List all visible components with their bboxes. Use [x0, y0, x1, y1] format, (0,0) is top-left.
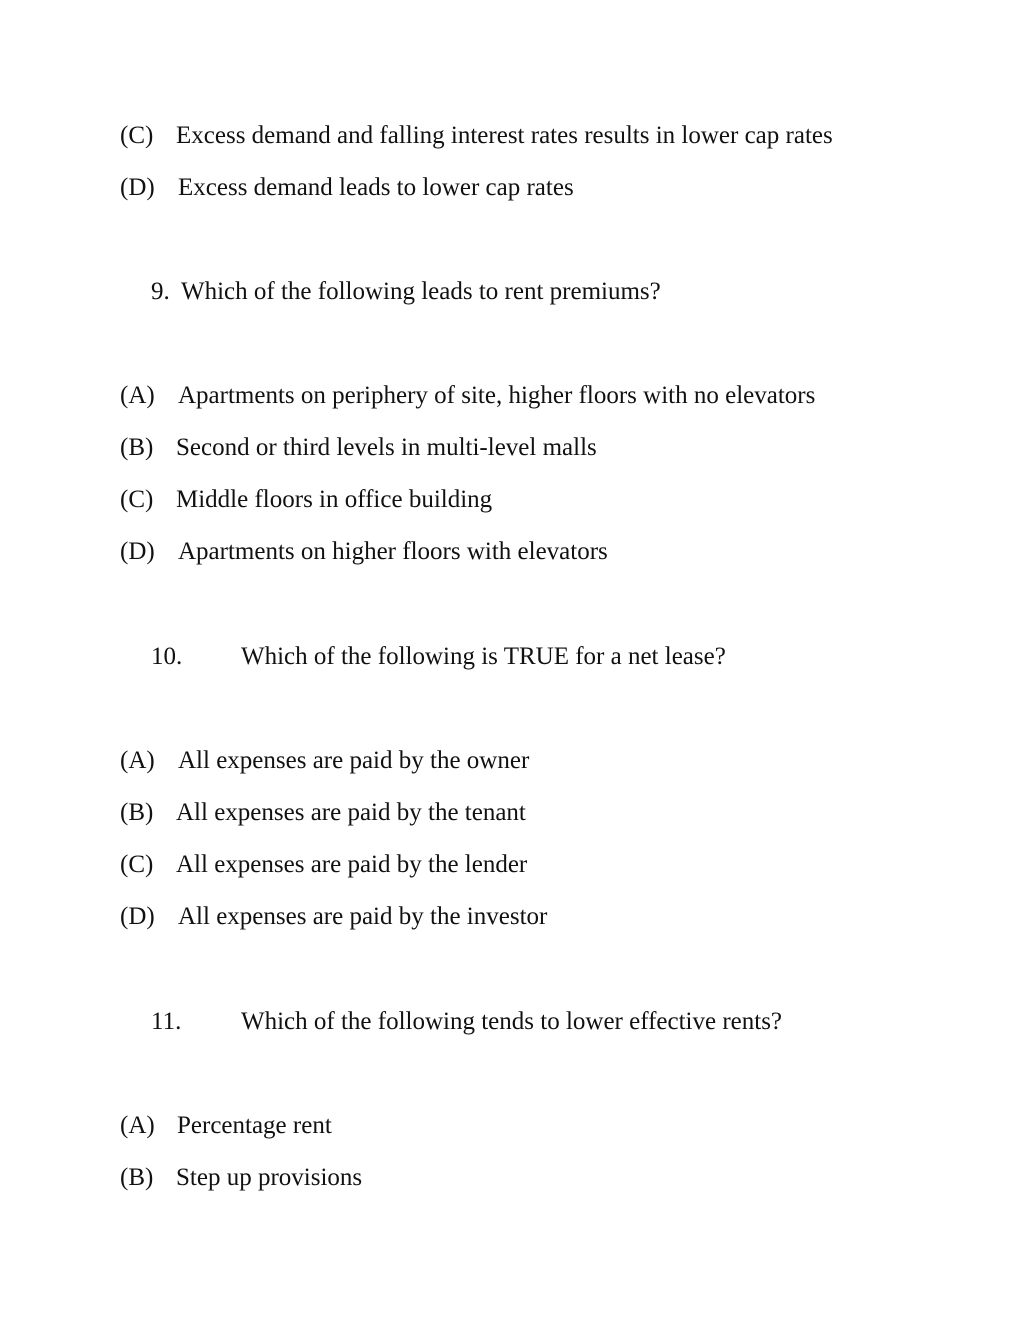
option-text: Apartments on higher floors with elevators	[178, 538, 608, 565]
option-text: Excess demand leads to lower cap rates	[178, 174, 574, 201]
option-letter: (D)	[120, 538, 155, 565]
option-letter: (B)	[120, 434, 154, 461]
option-text: Apartments on periphery of site, higher floors with no elevators	[178, 382, 816, 409]
option-text: All expenses are paid by the investor	[178, 903, 548, 930]
option-letter: (A)	[120, 1112, 155, 1139]
question-number: 11.	[151, 1008, 182, 1035]
option-text: Excess demand and falling interest rates results in lower cap rates	[176, 122, 833, 149]
option-letter: (B)	[120, 1164, 154, 1191]
option-letter: (C)	[120, 122, 154, 149]
question-number: 9.	[151, 278, 170, 305]
option-letter: (D)	[120, 174, 155, 201]
option-text: All expenses are paid by the tenant	[176, 799, 526, 826]
option-letter: (A)	[120, 747, 155, 774]
option-text: All expenses are paid by the lender	[176, 851, 528, 878]
question-number: 10.	[151, 643, 183, 670]
question-text: Which of the following is TRUE for a net lease?	[241, 643, 726, 670]
option-text: All expenses are paid by the owner	[178, 747, 530, 774]
question-text: Which of the following leads to rent premiums?	[181, 278, 661, 305]
option-letter: (D)	[120, 903, 155, 930]
option-text: Middle floors in office building	[176, 486, 493, 513]
option-text: Percentage rent	[177, 1112, 332, 1139]
option-letter: (C)	[120, 851, 154, 878]
option-letter: (C)	[120, 486, 154, 513]
question-text: Which of the following tends to lower effective rents?	[241, 1008, 783, 1035]
option-text: Step up provisions	[176, 1164, 363, 1191]
option-letter: (B)	[120, 799, 154, 826]
option-letter: (A)	[120, 382, 155, 409]
option-text: Second or third levels in multi-level malls	[176, 434, 597, 461]
